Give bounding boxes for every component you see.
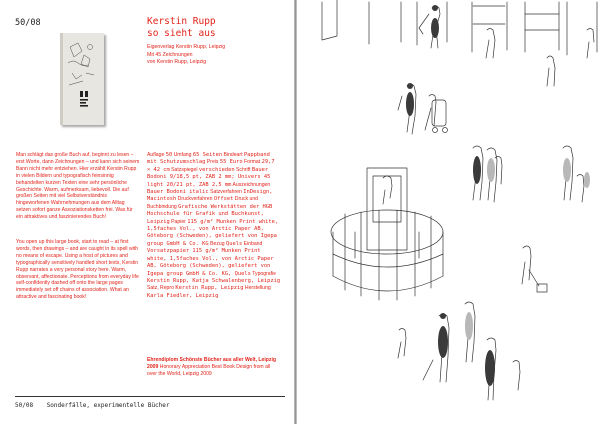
coat-shading — [438, 326, 448, 358]
gray-coat — [584, 172, 590, 188]
gray-coat — [563, 158, 571, 182]
colophon-value: Quels — [225, 240, 243, 247]
person-right-2 — [577, 175, 584, 203]
colophon-key: Typografie — [252, 270, 276, 277]
gray-coat — [465, 312, 473, 340]
colophon-value: Kerstin Rupp, Katja Schwalenberg, Leipzig — [147, 277, 281, 284]
colophon-key: Preis — [206, 159, 219, 166]
colophon-key: Herstellung — [244, 285, 271, 292]
colophon-value: Grafische Werkstätten der HGB Hochschule für Grafik und Buchkunst, Leipzig — [147, 203, 273, 225]
left-page — [0, 0, 295, 424]
book-title-text: so sieht aus — [147, 28, 216, 39]
colophon-value: Bauer Bodoni italic — [147, 189, 209, 196]
book-cover-drawing — [60, 33, 104, 125]
coat-shading — [406, 92, 414, 116]
colophon-key: Satzspiegel — [171, 166, 198, 173]
colophon-value: 29,7 × 42 cm — [147, 159, 275, 173]
person-arm — [423, 360, 433, 380]
stroller-wheel — [443, 128, 448, 133]
colophon-key: Einband — [243, 240, 263, 247]
right-page-illustration — [297, 0, 600, 424]
award-text: Honorary Appreciation Best Book Design from all over the World, Leipzig 2009 — [147, 363, 271, 377]
colophon-key: Umfang — [173, 152, 192, 158]
colophon — [147, 152, 281, 300]
fence-bottom — [333, 276, 443, 291]
coat-shading — [431, 18, 439, 38]
coat-shading — [485, 350, 495, 386]
book-cover-image — [60, 33, 104, 125]
colophon-key: Papier — [171, 218, 186, 225]
door-panel — [525, 14, 559, 30]
colophon-key: Format — [244, 159, 261, 166]
award-title: Ehrendiplom Schönste Bücher aus aller Welt, Leipzig 2009 — [147, 357, 276, 370]
colophon-key: Auszeichnungen — [232, 181, 271, 188]
colophon-value: Bauer Bodoni 9/18,5 pt, ZAB 2 mm; Univers 45 light 20/21 pt, ZAB 2,5 mm — [147, 166, 271, 188]
colophon-key: Druck und Buchbindung — [147, 196, 259, 210]
door-frame-1 — [322, 0, 337, 40]
head — [407, 83, 413, 89]
station-sketch-drawing — [297, 0, 600, 424]
colophon-key: Bezug — [210, 240, 225, 247]
figure-in-booth — [383, 176, 392, 204]
page-number: 50/08 — [15, 18, 41, 28]
colophon-value: 50 — [165, 152, 173, 158]
colophon-value: 115 g/m² Munken Print white, 1,5faches Vol., von Arctic Paper AB, Göteborg (Schweden), geliefert von Igepa group GmbH & Co. KG — [147, 218, 279, 247]
person-right-3 — [522, 246, 531, 284]
head — [432, 5, 438, 11]
door-frame-2 — [369, 2, 401, 44]
footer-rule — [15, 396, 285, 397]
description-english: You open up this large book, start to read – at first words, then drawings – and are caught in its spell with no means of escape. Using a host of pictures and typographically sensitively handled short texts, Kerstin Rupp narrates a very personal story here. Warm, observant, affectionate. Perceptions from everyday life self-confidently dashed off onto the large pages immediately set off chains of association. What an attractive and fascinating book! — [16, 239, 139, 301]
person-arm — [398, 96, 402, 110]
publisher-info — [147, 44, 225, 67]
door-panel — [473, 6, 505, 24]
colophon-key: Satz, Repro — [147, 285, 174, 292]
person-top-2 — [486, 29, 495, 59]
fence-rail — [333, 254, 443, 267]
colophon-value: 55 Euro — [219, 159, 243, 166]
colophon-value: 65 Seiten — [192, 152, 223, 158]
stroller-wheel — [433, 128, 438, 133]
head — [440, 313, 446, 319]
colophon-key: Auflage — [147, 152, 165, 158]
colophon-value: Pappband mit Schutzumschlag — [147, 152, 270, 166]
fence-ellipse — [331, 210, 443, 254]
colophon-value: Karla Fiedler, Leipzig — [147, 292, 219, 299]
colophon-key: Schrift — [236, 166, 251, 173]
colophon-key: Satzverfahren — [210, 189, 242, 196]
colophon-value: Vorsatzpapier 115 g/m² Munken Print white, 1,5faches Vol., von Arctic Paper AB, Göteborg (Schweden), geliefert von Igepa group GmbH & Co. KG, Quels — [147, 248, 274, 277]
illustrations-line: Mit 45 Zeichnungen — [147, 51, 193, 58]
description-german: Man schlägt das große Buch auf, beginnt zu lesen – erst Worte, dann Zeichnungen – und kann sich seinem Bann nicht mehr entziehen. Hier erzählt Kerstin Rupp in vielen Bildern und typografisch feinsinnig behandelten kurzen Texten eine sehr persönliche Geschichte. Warm, aufmerksam, liebevoll. Die auf großen Seiten mit viel Selbstverständnis hingeworfenen Wahrnehmungen aus dem Alltag setzen sofort ganze Assoziationsketten frei. Was für ein attraktives und faszinierendes Buch! — [16, 152, 140, 221]
door-frame-6 — [567, 2, 597, 55]
gray-coat — [487, 158, 495, 182]
colophon-value: Kerstin Rupp, Leipzig — [175, 285, 244, 292]
award-note — [147, 357, 281, 378]
footer-section: Sonderfälle, experimentelle Bücher — [46, 402, 170, 409]
person-top-3 — [547, 56, 555, 86]
page-footer — [15, 402, 170, 409]
colophon-key: Bindeart — [223, 152, 243, 158]
shaded-clothing — [406, 5, 495, 386]
book-title — [147, 16, 216, 40]
publisher-line: Eigenverlag Kerstin Rupp, Leipzig — [147, 44, 226, 50]
person-arm — [419, 14, 429, 34]
colophon-value: verschieden — [198, 166, 235, 173]
footer-page-number: 50/08 — [15, 402, 34, 409]
door-frame-4 — [472, 2, 507, 52]
book-author: Kerstin Rupp — [147, 16, 216, 27]
gray-shading — [465, 158, 590, 340]
person-top-4 — [587, 29, 594, 59]
illustrator-line: von Kerstin Rupp, Leipzig — [147, 59, 207, 66]
child-figure — [398, 329, 406, 359]
colophon-value: Offset — [213, 196, 234, 203]
luggage-handle — [529, 270, 539, 286]
colophon-value: InDesign, Macintosh — [147, 189, 273, 203]
colophon-key: Druckverfahren — [177, 196, 213, 203]
door-frame-5 — [525, 2, 559, 52]
person-bottom-4 — [513, 361, 520, 391]
coat-shading — [473, 156, 481, 184]
